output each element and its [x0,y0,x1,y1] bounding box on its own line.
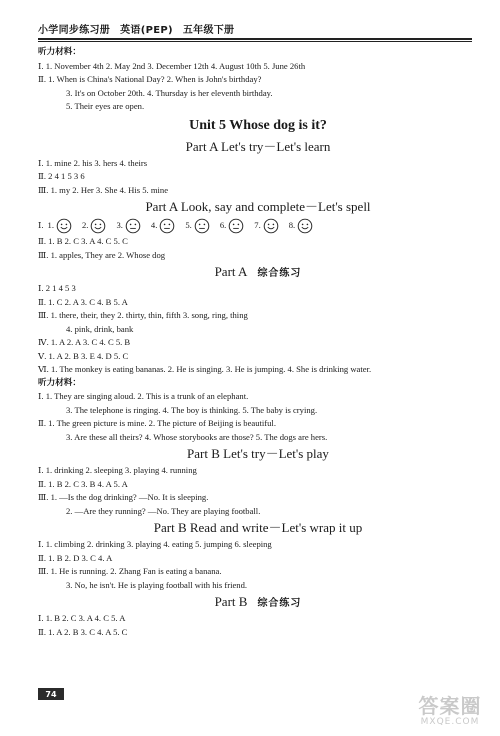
answer-line: Ⅰ. 2 1 4 5 3 [38,283,76,293]
smiley-face-icon [90,218,106,234]
answer-line: Ⅰ. 1. mine 2. his 3. hers 4. theirs [38,157,148,168]
answer-line: 3. It's on October 20th. 4. Thursday is her eleventh birthday. [66,87,273,98]
part-b-lets-try-title: Part B Let's try－Let's play [187,446,329,461]
answer-line: Ⅱ. 1. B 2. C 3. B 4. A 5. A [38,478,128,489]
part-b-comprehensive-title [38,592,478,612]
answer-line: Ⅱ. 1. C 2. A 3. C 4. B 5. A [38,296,128,307]
page-number: 74 [38,688,64,700]
book-title: 小学同步练习册 [38,25,111,36]
part-b-try-answers [38,464,478,518]
watermark-main: 答案圈 [418,694,482,718]
unit-title: Unit 5 Whose dog is it? [189,117,327,133]
listening-label: 听力材料： [38,47,81,57]
part-b-read-answers [38,538,478,592]
face-answer [254,218,278,234]
part-a-look-answers [38,235,478,262]
answer-line: Ⅱ. 1. B 2. D 3. C 4. A [38,552,113,563]
answer-content [38,46,478,639]
smiley-face-icon [263,218,279,234]
answer-line: Ⅲ. 1. apples, They are 2. Whose dog [38,249,166,260]
answer-line: Ⅱ. 1. B 2. C 3. A 4. C 5. C [38,236,128,246]
part-a-comprehensive-answers [38,282,478,444]
part-b-comprehensive-answers [38,612,478,639]
face-answer [151,218,175,234]
answer-line: Ⅰ. 1. drinking 2. sleeping 3. playing 4. running [38,465,197,475]
comprehensive-label: 综合练习 [257,598,302,609]
face-number: 6. [219,220,227,231]
answer-line: 3. No, he isn't. He is playing football with his friend. [66,579,248,590]
faces-answer-row [38,217,478,235]
grade-label: 五年级下册 [182,25,235,36]
face-number: 8. [288,220,296,231]
answer-line: Ⅰ. 1. They are singing aloud. 2. This is a trunk of an elephant. [38,391,249,401]
part-a-look-title: Part A Look, say and complete－Let's spell [145,199,371,214]
answer-line: Ⅳ. 1. A 2. A 3. C 4. C 5. B [38,337,131,347]
face-number: 3. [116,220,123,231]
neutral-face-icon [194,218,210,234]
answer-line: Ⅱ. 2 4 1 5 3 6 [38,171,85,181]
answer-line: Ⅱ. 1. A 2. B 3. C 4. A 5. C [38,626,128,637]
face-answer [116,218,140,234]
faces-prefix: Ⅰ. [38,220,44,231]
listening-label: 听力材料： [38,377,81,388]
face-answer [82,218,106,234]
answer-line: Ⅵ. 1. The monkey is eating bananas. 2. He is singing. 3. He is jumping. 4. She is drinking water. [38,364,372,374]
answer-line: 2. —Are they running? —No. They are playing football. [66,505,261,516]
listening-section-unit4 [38,46,478,114]
part-a-try-answers [38,157,478,198]
answer-line: Ⅲ. 1. there, their, they 2. thirty, thin, fifth 3. song, ring, thing [38,310,248,320]
answer-line: Ⅰ. 1. November 4th 2. May 2nd 3. December 12th 4. August 10th 5. June 26th [38,60,306,71]
smiley-face-icon [56,218,72,234]
answer-line: Ⅲ. 1. He is running. 2. Zhang Fan is eating a banana. [38,566,222,576]
part-a-lets-try-title: Part A Let's try－Let's learn [185,138,331,154]
answer-line: 4. pink, drink, bank [66,323,134,334]
answer-line: Ⅴ. 1. A 2. B 3. E 4. D 5. C [38,350,129,361]
neutral-face-icon [228,218,244,234]
part-b-label: Part B [214,594,248,609]
answer-line: Ⅱ. 1. The green picture is mine. 2. The picture of Beijing is beautiful. [38,418,276,428]
face-number: 4. [150,220,158,231]
face-answer [289,218,313,234]
face-answer [48,218,72,234]
comprehensive-label: 综合练习 [257,268,302,279]
face-number: 5. [185,220,192,231]
watermark-sub: MXQE.COM [420,717,480,727]
face-number: 7. [254,220,261,231]
part-b-read-title: Part B Read and write－Let's wrap it up [153,520,363,535]
face-answer [220,218,244,234]
part-a-comprehensive-title [38,262,478,282]
neutral-face-icon [125,218,141,234]
answer-line: Ⅰ. 1. B 2. C 3. A 4. C 5. A [38,613,126,623]
header-rule [38,38,472,42]
face-number: 2. [82,220,89,231]
answer-line: Ⅰ. 1. climbing 2. drinking 3. playing 4. eating 5. jumping 6. sleeping [38,539,272,549]
subject-label: 英语(PEP) [120,25,173,36]
answer-line: 3. The telephone is ringing. 4. The boy is thinking. 5. The baby is crying. [66,404,318,415]
face-answer [185,218,209,234]
part-a-label: Part A [214,264,248,279]
running-header [38,16,468,36]
answer-line: Ⅲ. 1. my 2. Her 3. She 4. His 5. mine [38,184,169,195]
watermark-logo [405,690,495,732]
answer-line: Ⅱ. 1. When is China's National Day? 2. When is John's birthday? [38,74,262,84]
answer-line: 3. Are these all theirs? 4. Whose storybooks are those? 5. The dogs are hers. [66,431,328,442]
smiley-face-icon [297,218,313,234]
neutral-face-icon [159,218,175,234]
face-number: 1. [47,220,54,231]
answer-line: Ⅲ. 1. —Is the dog drinking? —No. It is sleeping. [38,492,209,502]
answer-line: 5. Their eyes are open. [66,101,145,111]
